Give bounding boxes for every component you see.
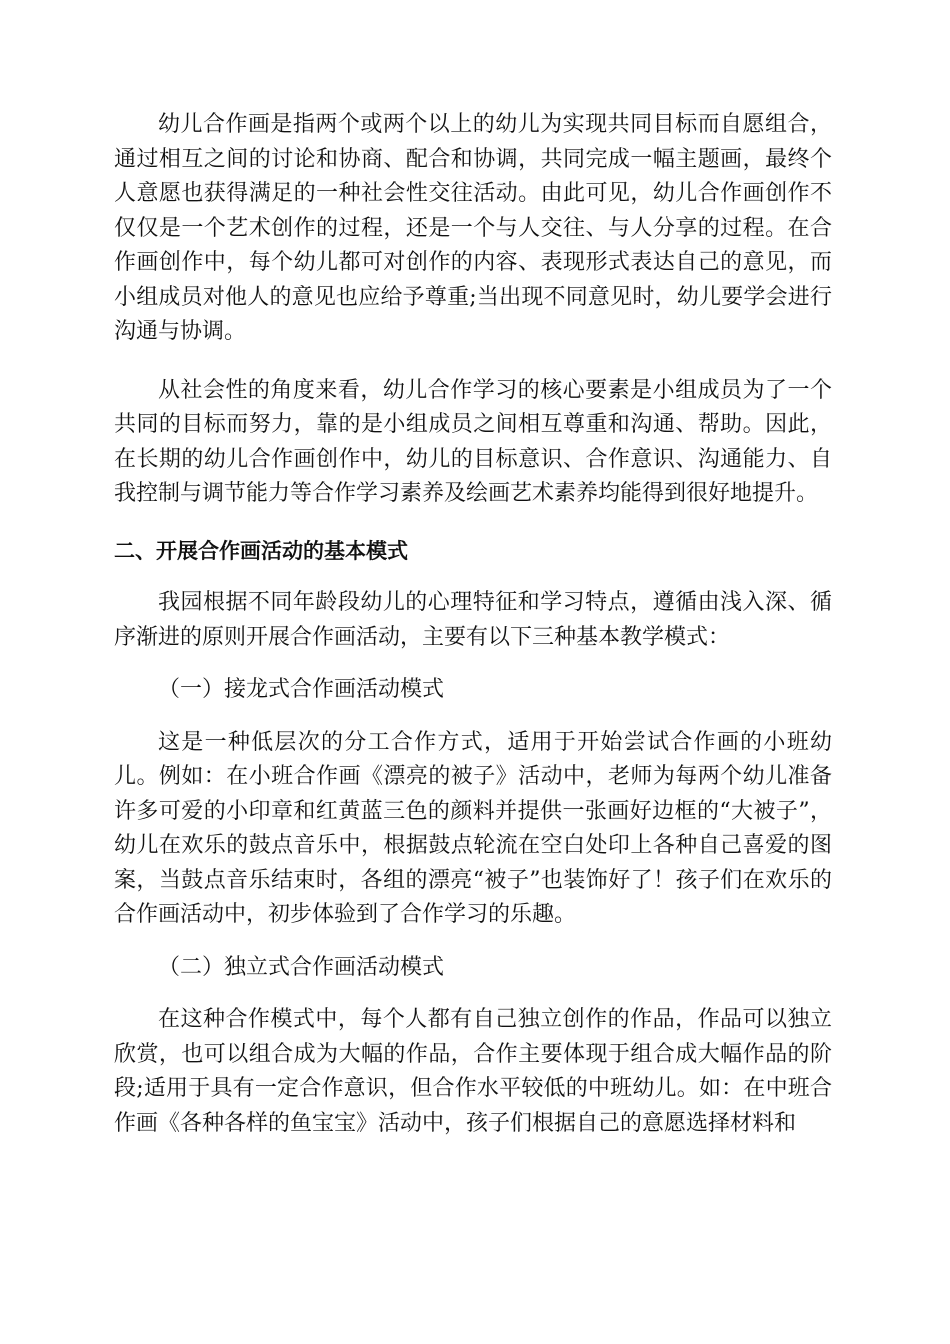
subsection-title-1: （一）接龙式合作画活动模式: [158, 677, 445, 702]
document-page: [114, 108, 832, 1141]
subsection-title-2: （二）独立式合作画活动模式: [158, 954, 445, 980]
paragraph-subsection-1: 这是一种低层次的分工合作方式，适用于开始尝试合作画的小班幼儿。例如：在小班合作画《漂亮的被子》活动中，老师为每两个幼儿准备许多可爱的小印章和红黄蓝三色的颜料并提供一张画好边框的“大被子”，幼儿在欢乐的鼓点音乐中，根据鼓点轮流在空白处印上各种自己喜爱的图案，当鼓点音乐结束时，各组的漂亮“被子”也装饰好了！孩子们在欢乐的合作画活动中，初步体验到了合作学习的乐趣。: [114, 729, 832, 927]
paragraph-definition: 幼儿合作画是指两个或两个以上的幼儿为实现共同目标而自愿组合，通过相互之间的讨论和协商、配合和协调，共同完成一幅主题画，最终个人意愿也获得满足的一种社会性交往活动。由此可见，幼儿合作画创作不仅仅是一个艺术创作的过程，还是一个与人交往、与人分享的过程。在合作画创作中，每个幼儿都可对创作的内容、表现形式表达自己的意见，而小组成员对他人的意见也应给予尊重;当出现不同意见时，幼儿要学会进行沟通与协调。: [114, 112, 832, 344]
paragraph-social-perspective: 从社会性的角度来看，幼儿合作学习的核心要素是小组成员为了一个共同的目标而努力，靠的是小组成员之间相互尊重和沟通、帮助。因此，在长期的幼儿合作画创作中，幼儿的目标意识、合作意识、沟通能力、自我控制与调节能力等合作学习素养及绘画艺术素养均能得到很好地提升。: [114, 377, 832, 506]
paragraph-subsection-2: 在这种合作模式中，每个人都有自己独立创作的作品，作品可以独立欣赏，也可以组合成为大幅的作品，合作主要体现于组合成大幅作品的阶段;适用于具有一定合作意识，但合作水平较低的中班幼儿。如：在中班合作画《各种各样的鱼宝宝》活动中，孩子们根据自己的意愿选择材料和: [114, 1007, 832, 1136]
section-heading: 二、开展合作画活动的基本模式: [114, 538, 408, 563]
paragraph-intro: 我园根据不同年龄段幼儿的心理特征和学习特点，遵循由浅入深、循序渐进的原则开展合作画活动，主要有以下三种基本教学模式：: [114, 590, 832, 650]
